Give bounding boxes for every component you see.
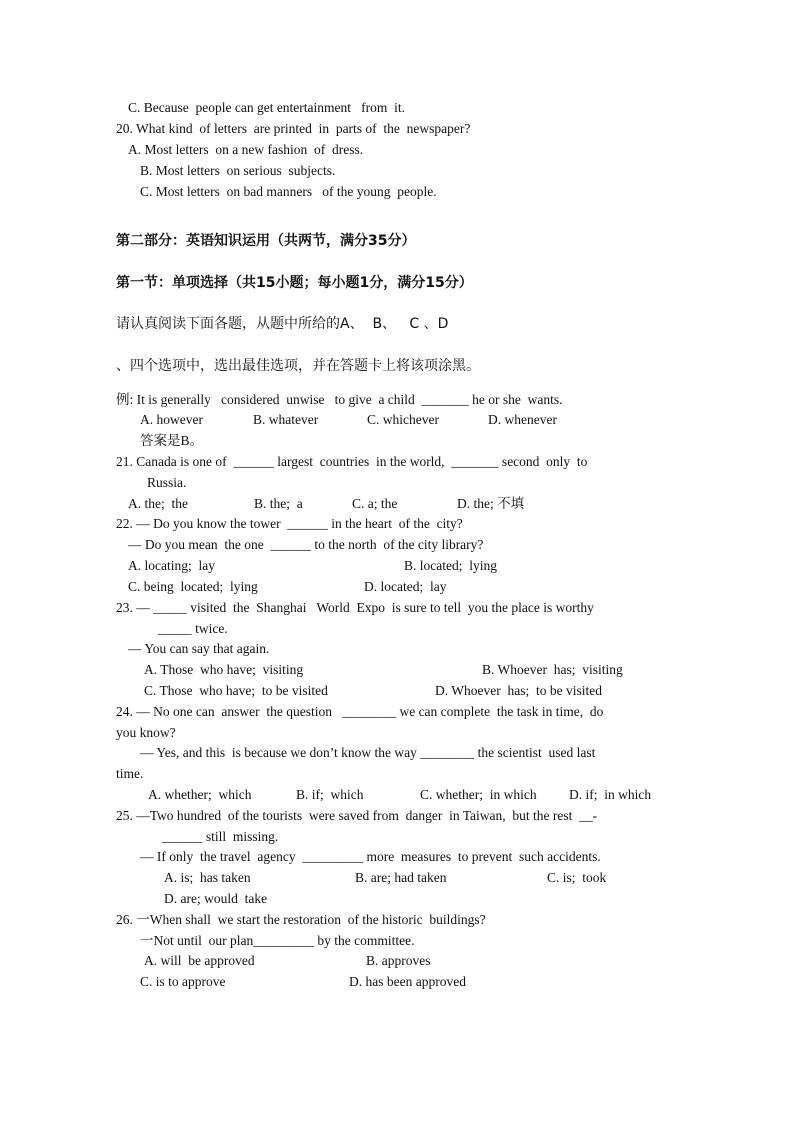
q26-option-b: B. approves [366,953,431,968]
q21-option-a: A. the; the [128,496,188,511]
q25-option-d: D. are; would take [164,891,268,906]
q24-option-d: D. if; in which [569,787,652,802]
example-stem: 例: It is generally considered unwise to give a child _______ he or she wants. [116,392,563,407]
q21-option-b: B. the; a [254,496,303,511]
instruction-line-1: 请认真阅读下面各题，从题中所给的A、 B、 C 、D [116,316,449,332]
q20-stem: 20. What kind of letters are printed in parts of the newspaper? [116,121,471,136]
q20-option-b: B. Most letters on serious subjects. [140,163,336,178]
q21-option-d: D. the; 不填 [457,496,525,511]
q25-reply: — If only the travel agency _________ more measures to prevent such accidents. [140,849,601,864]
q23-stem: 23. — _____ visited the Shanghai World Expo is sure to tell you the place is worthy [116,600,594,615]
q24-reply-cont: time. [116,766,144,781]
example-option-d: D. whenever [488,412,557,427]
q23-stem-cont: _____ twice. [158,621,228,636]
q22-option-c: C. being located; lying [128,579,258,594]
example-option-a: A. however [140,412,203,427]
section1-title: 第一节：单项选择（共15小题；每小题1分，满分15分） [116,275,473,291]
q25-stem: 25. —Two hundred of the tourists were saved from danger in Taiwan, but the rest __- [116,808,598,823]
q22-stem-cont: — Do you mean the one ______ to the north of the city library? [128,537,484,552]
q23-option-d: D. Whoever has; to be visited [435,683,602,698]
q20-option-a: A. Most letters on a new fashion of dress. [128,142,364,157]
q22-option-d: D. located; lay [364,579,447,594]
q23-option-a: A. Those who have; visiting [144,662,304,677]
q23-option-c: C. Those who have; to be visited [144,683,328,698]
q25-option-a: A. is; has taken [164,870,251,885]
q26-reply: 一Not until our plan_________ by the committee. [140,933,415,948]
q24-option-a: A. whether; which [148,787,252,802]
q26-stem: 26. 一When shall we start the restoration of the historic buildings? [116,912,486,927]
example-answer: 答案是B。 [140,433,204,448]
q20-option-c: C. Most letters on bad manners of the young people. [140,184,437,199]
q22-option-b: B. located; lying [404,558,497,573]
q26-option-d: D. has been approved [349,974,466,989]
q24-option-b: B. if; which [296,787,364,802]
example-option-c: C. whichever [367,412,439,427]
q21-stem: 21. Canada is one of ______ largest countries in the world, _______ second only to [116,454,588,469]
q23-reply: — You can say that again. [128,641,270,656]
q24-stem-cont: you know? [116,725,176,740]
q23-option-b: B. Whoever has; visiting [482,662,623,677]
instruction-line-2: 、四个选项中，选出最佳选项，并在答题卡上将该项涂黑。 [116,358,480,374]
q26-option-c: C. is to approve [140,974,226,989]
q19-option-c: C. Because people can get entertainment from it. [128,100,406,115]
q25-option-b: B. are; had taken [355,870,447,885]
q24-stem: 24. — No one can answer the question ________ we can complete the task in time, do [116,704,604,719]
q24-reply: — Yes, and this is because we don’t know the way ________ the scientist used last [140,745,596,760]
part2-title: 第二部分：英语知识运用（共两节，满分35分） [116,233,416,249]
example-option-b: B. whatever [253,412,319,427]
q21-option-c: C. a; the [352,496,398,511]
q25-stem-cont: ______ still missing. [162,829,279,844]
q22-stem: 22. — Do you know the tower ______ in the heart of the city? [116,516,463,531]
q24-option-c: C. whether; in which [420,787,537,802]
q22-option-a: A. locating; lay [128,558,215,573]
q21-stem-cont: Russia. [147,475,187,490]
q26-option-a: A. will be approved [144,953,255,968]
q25-option-c: C. is; took [547,870,607,885]
